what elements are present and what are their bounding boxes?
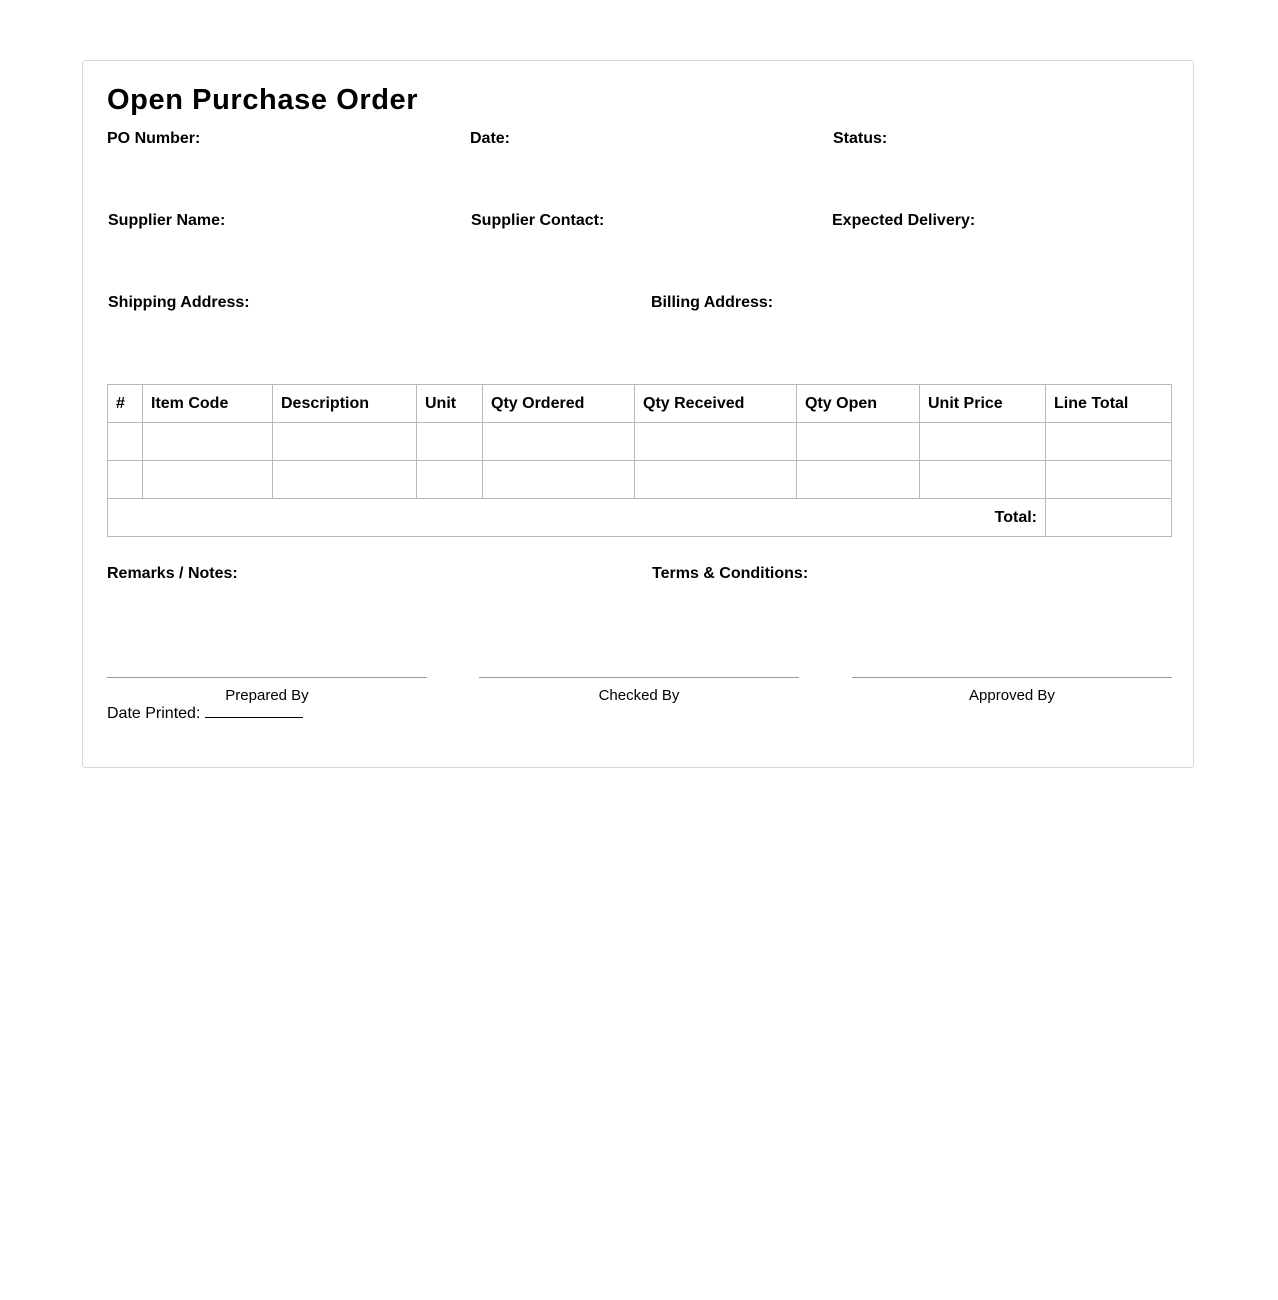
total-row: [108, 499, 1172, 537]
column-header: Unit: [417, 385, 483, 423]
column-header: Unit Price: [920, 385, 1046, 423]
table-cell: [143, 461, 273, 499]
table-cell: [920, 423, 1046, 461]
purchase-order-card: [82, 60, 1194, 768]
approved-by-line: [852, 677, 1172, 678]
supplier-contact-label: Supplier Contact:: [471, 212, 605, 229]
checked-by-label: Checked By: [598, 687, 680, 704]
remarks-label: Remarks / Notes:: [107, 565, 238, 582]
date-label: Date:: [470, 130, 511, 147]
table-cell: [483, 461, 635, 499]
expected-delivery-label: Expected Delivery:: [832, 212, 976, 229]
total-value: [1046, 499, 1172, 537]
po-number-label: PO Number:: [107, 130, 201, 147]
table-cell: [417, 423, 483, 461]
table-row: [108, 423, 1172, 461]
column-header: Qty Open: [797, 385, 920, 423]
terms-label: Terms & Conditions:: [652, 565, 809, 582]
table-row: [108, 461, 1172, 499]
table-cell: [1046, 461, 1172, 499]
table-cell: [1046, 423, 1172, 461]
table-cell: [417, 461, 483, 499]
status-label: Status:: [833, 130, 888, 147]
table-cell: [635, 461, 797, 499]
prepared-by-line: [107, 677, 427, 678]
column-header: #: [108, 385, 143, 423]
table-cell: [273, 461, 417, 499]
column-header: Line Total: [1046, 385, 1172, 423]
table-cell: [635, 423, 797, 461]
table-cell: [797, 423, 920, 461]
date-printed: [107, 703, 303, 723]
column-header: Description: [273, 385, 417, 423]
table-cell: [143, 423, 273, 461]
checked-by-line: [479, 677, 799, 678]
date-printed-label: Date Printed:: [107, 705, 201, 722]
table-cell: [483, 423, 635, 461]
table-cell: [108, 423, 143, 461]
column-header: Qty Received: [635, 385, 797, 423]
column-header: Qty Ordered: [483, 385, 635, 423]
table-header-row: [108, 385, 1172, 423]
table-cell: [108, 461, 143, 499]
total-label: Total:: [108, 499, 1046, 537]
items-table: [107, 384, 1172, 537]
date-printed-blank: [205, 703, 303, 718]
table-cell: [920, 461, 1046, 499]
table-cell: [797, 461, 920, 499]
supplier-name-label: Supplier Name:: [108, 212, 226, 229]
table-cell: [273, 423, 417, 461]
page-title: Open Purchase Order: [107, 84, 419, 116]
prepared-by-label: Prepared By: [225, 687, 309, 704]
billing-address-label: Billing Address:: [651, 294, 774, 311]
shipping-address-label: Shipping Address:: [108, 294, 250, 311]
approved-by-label: Approved By: [969, 687, 1055, 704]
column-header: Item Code: [143, 385, 273, 423]
